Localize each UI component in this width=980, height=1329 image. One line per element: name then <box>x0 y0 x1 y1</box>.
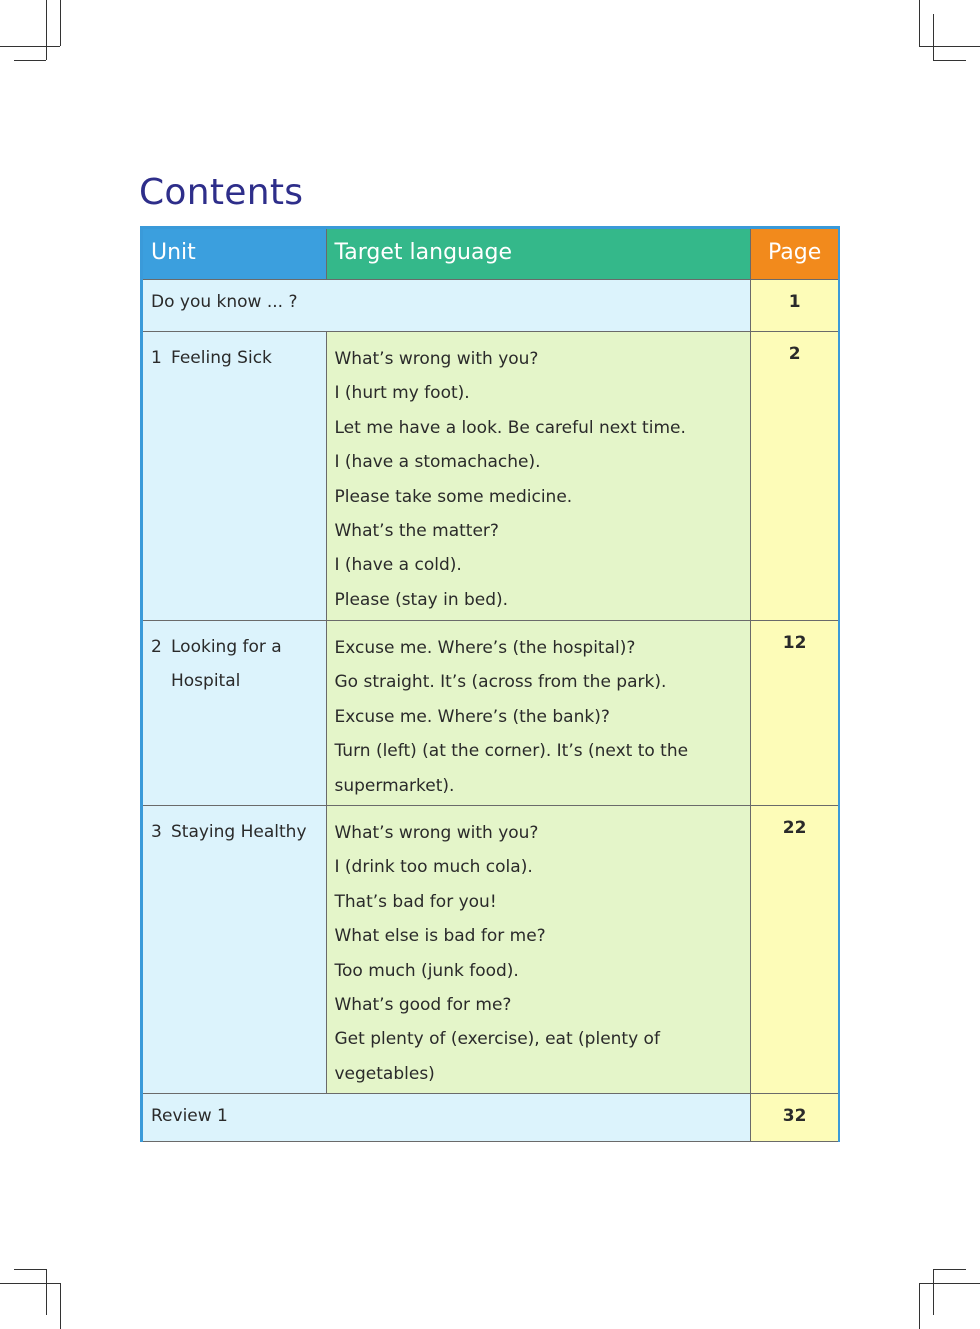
crop-mark <box>919 1283 920 1329</box>
crop-mark <box>46 0 47 60</box>
target-language-line: Please take some medicine. <box>334 486 573 507</box>
review-page: 32 <box>751 1094 838 1141</box>
target-language-line: Let me have a look. Be careful next time. <box>334 417 686 438</box>
crop-mark <box>933 1269 966 1270</box>
crop-mark <box>919 1283 980 1284</box>
unit-cell <box>143 621 327 805</box>
target-language-line: Excuse me. Where’s (the bank)? <box>334 706 610 727</box>
crop-mark <box>933 1269 934 1315</box>
target-language-line: Excuse me. Where’s (the hospital)? <box>334 638 636 658</box>
crop-mark <box>60 0 61 46</box>
target-language-cell <box>327 332 752 620</box>
unit-page: 2 <box>751 332 838 620</box>
header-unit: Unit <box>143 229 327 279</box>
table-row-unit <box>143 621 838 806</box>
unit-number: 3 <box>151 822 162 842</box>
unit-number: 1 <box>151 348 162 368</box>
unit-title <box>151 815 318 849</box>
crop-mark <box>0 1283 60 1284</box>
target-language-line: I (have a cold). <box>334 555 462 576</box>
unit-name-continued: Hospital <box>171 671 241 692</box>
table-row-unit <box>143 806 838 1094</box>
unit-number: 2 <box>151 637 162 657</box>
target-language-line: I (have a stomachache). <box>334 452 541 473</box>
target-language-line: supermarket). <box>334 775 455 796</box>
header-target-language: Target language <box>327 229 752 279</box>
unit-page: 22 <box>751 806 838 1093</box>
contents-table <box>140 226 840 1142</box>
unit-cell <box>143 806 327 1093</box>
unit-name: Staying Healthy <box>171 822 307 842</box>
table-header-row <box>143 229 838 280</box>
target-language-line: I (drink too much cola). <box>334 857 533 878</box>
target-language-line: Please (stay in bed). <box>334 589 509 610</box>
target-language-line: What’s wrong with you? <box>334 349 539 369</box>
intro-page: 1 <box>751 280 838 331</box>
target-language-line: What’s wrong with you? <box>334 823 539 843</box>
table-row-intro <box>143 280 838 332</box>
target-language-cell <box>327 806 752 1093</box>
crop-mark <box>919 46 980 47</box>
crop-mark <box>919 0 920 46</box>
target-language-line: What’s good for me? <box>334 995 512 1016</box>
crop-mark <box>14 60 46 61</box>
crop-mark <box>933 14 934 60</box>
target-language-line: That’s bad for you! <box>334 891 497 912</box>
target-language-line: What else is bad for me? <box>334 926 546 947</box>
header-page: Page <box>751 229 838 279</box>
target-language-line: I (hurt my foot). <box>334 383 470 404</box>
target-language-cell <box>327 621 752 805</box>
crop-mark <box>60 1283 61 1329</box>
target-language-line: Turn (left) (at the corner). It’s (next to the <box>334 741 689 762</box>
unit-name: Looking for a <box>171 637 282 657</box>
crop-mark <box>46 1269 47 1315</box>
table-row-unit <box>143 332 838 621</box>
target-language-line: Get plenty of (exercise), eat (plenty of vegetables) <box>334 1029 660 1084</box>
crop-mark <box>0 46 60 47</box>
review-label: Review 1 <box>143 1094 751 1141</box>
target-language-line: What’s the matter? <box>334 521 499 542</box>
page-title: Contents <box>139 172 304 213</box>
target-language-line: Go straight. It’s (across from the park). <box>334 672 667 693</box>
intro-label: Do you know ... ? <box>143 280 751 331</box>
unit-name: Feeling Sick <box>171 348 272 368</box>
unit-page: 12 <box>751 621 838 805</box>
unit-title <box>151 630 318 664</box>
table-row-review <box>143 1094 838 1142</box>
target-language-line: Too much (junk food). <box>334 960 519 981</box>
unit-title <box>151 341 318 375</box>
crop-mark <box>14 1269 46 1270</box>
crop-mark <box>933 60 966 61</box>
unit-cell <box>143 332 327 620</box>
